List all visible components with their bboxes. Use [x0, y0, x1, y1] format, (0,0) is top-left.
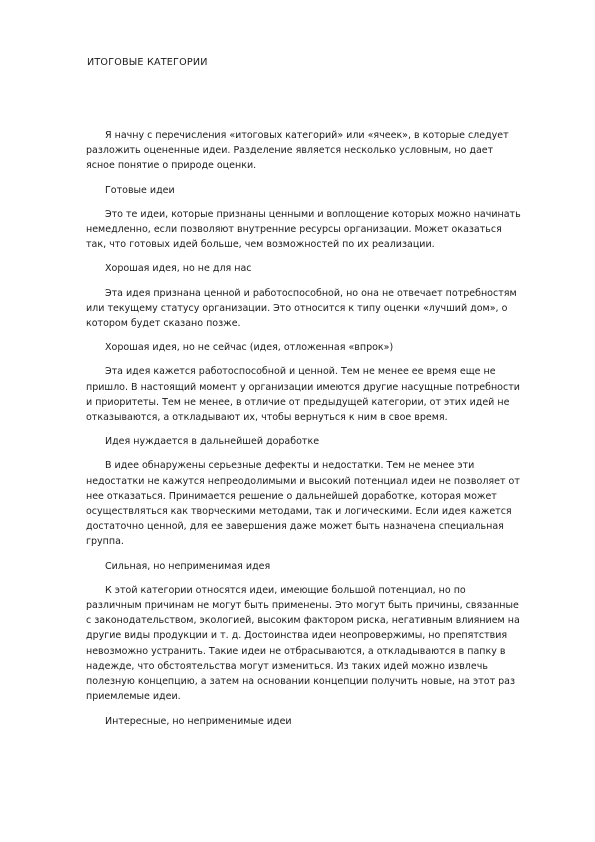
document-body — [86, 128, 524, 738]
section-paragraph: Эта идея кажется работоспособной и ценной. Тем не менее ее время еще не пришло. В настоящий момент у организации имеются другие насущные потребности и приоритеты. Тем не менее, в отличие от предыдущей категории, от этих идей не отказываются, а откладывают их, чтобы вернуться к ним в свое время. — [86, 366, 520, 424]
document-title: ИТОГОВЫЕ КАТЕГОРИИ — [87, 57, 208, 68]
section-paragraph: В идее обнаружены серьезные дефекты и недостатки. Тем не менее эти недостатки не кажутся непреодолимыми и высокий потенциал идеи не позволяет от нее отказаться. Принимается решение о дальнейшей доработке, которая может осуществляться как творческими методами, так и логическими. Если идея кажется достаточно ценной, для ее завершения даже может быть назначена специальная группа. — [86, 460, 520, 548]
section-heading: Интересные, но неприменимые идеи — [105, 715, 292, 727]
section-paragraph: Это те идеи, которые признаны ценными и воплощение которых можно начинать немедленно, если позволяют внутренние ресурсы организации. Может оказаться так, что готовых идей больше, чем возможностей по их реализации. — [86, 208, 521, 251]
section-heading: Сильная, но неприменимая идея — [105, 560, 271, 572]
section-heading: Идея нуждается в дальнейшей доработке — [105, 436, 320, 448]
section-paragraph: К этой категории относятся идеи, имеющие большой потенциал, но по различным причинам не могут быть применены. Это могут быть причины, связанные с законодательством, экологией, высоким фактором риска, негативным влиянием на другие виды продукции и т. д. Достоинства идеи неопровержимы, но препятствия невозможно устранить. Такие идеи не отбрасываются, а откладываются в папку в надежде, что обстоятельства могут измениться. Из таких идей можно извлечь полезную концепцию, а затем на основании концепции получить новые, на этот раз приемлемые идеи. — [86, 584, 520, 703]
section-heading: Хорошая идея, но не сейчас (идея, отложенная «впрок») — [105, 342, 394, 354]
section-paragraph: Эта идея признана ценной и работоспособной, но она не отвечает потребностям или текущему статусу организации. Это относится к типу оценки «лучший дом», о котором будет сказано позже. — [86, 287, 517, 330]
intro-paragraph: Я начну с перечисления «итоговых категорий» или «ячеек», в которые следует разложить оцененные идеи. Разделение является несколько условным, но дает ясное понятие о природе оценки. — [86, 130, 509, 172]
section-heading: Готовые идеи — [105, 184, 175, 196]
section-heading: Хорошая идея, но не для нас — [105, 263, 252, 275]
